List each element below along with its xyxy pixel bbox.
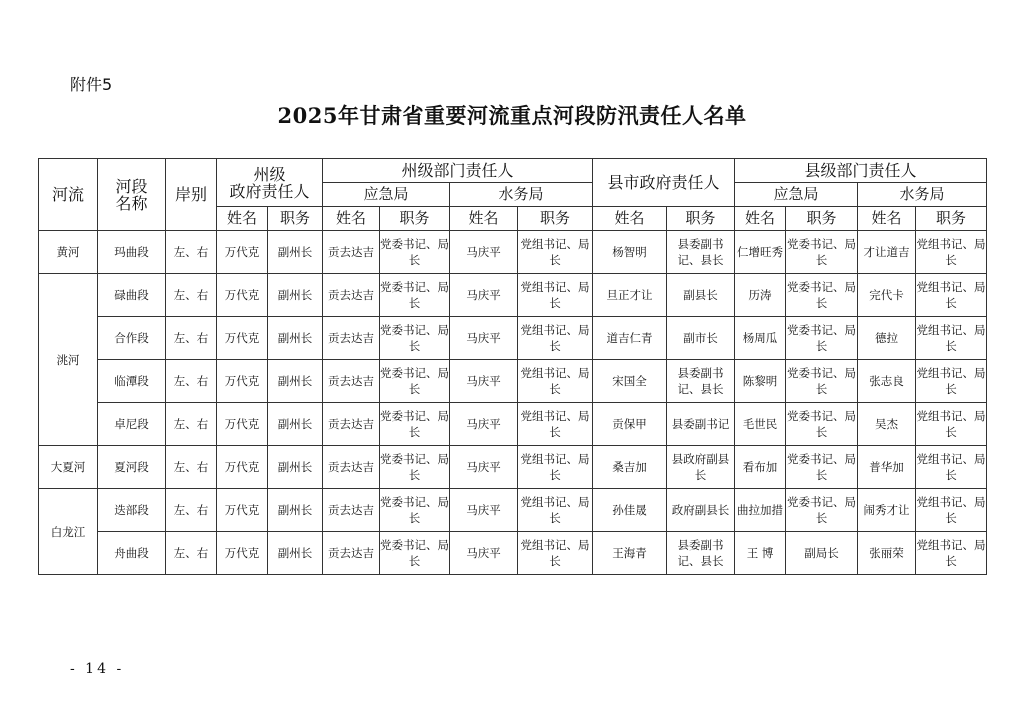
- header-prefecture-dept: 州级部门责任人: [323, 159, 593, 183]
- header-name: 姓名: [323, 207, 380, 231]
- cell-bank: 左、右: [166, 317, 217, 360]
- cell-ce-pos: 党委书记、局长: [786, 403, 858, 446]
- header-name: 姓名: [593, 207, 667, 231]
- cell-pref-name: 万代克: [217, 274, 268, 317]
- cell-cg-name: 宋国全: [593, 360, 667, 403]
- cell-bank: 左、右: [166, 231, 217, 274]
- cell-pref-name: 万代克: [217, 532, 268, 575]
- header-position: 职务: [268, 207, 323, 231]
- cell-pe-pos: 党委书记、局长: [380, 231, 450, 274]
- cell-ce-pos: 党委书记、局长: [786, 274, 858, 317]
- cell-cw-name: 闹秀才让: [858, 489, 916, 532]
- cell-cg-name: 杨智明: [593, 231, 667, 274]
- header-section: [98, 159, 166, 231]
- cell-bank: 左、右: [166, 403, 217, 446]
- cell-cw-pos: 党组书记、局长: [916, 231, 987, 274]
- table-row: [39, 231, 987, 274]
- cell-section: 合作段: [98, 317, 166, 360]
- cell-pref-pos: 副州长: [268, 274, 323, 317]
- cell-pw-name: 马庆平: [450, 403, 518, 446]
- cell-cw-pos: 党组书记、局长: [916, 360, 987, 403]
- cell-pref-name: 万代克: [217, 403, 268, 446]
- cell-cg-pos: 县委副书记、县长: [667, 231, 735, 274]
- cell-cw-pos: 党组书记、局长: [916, 489, 987, 532]
- page-number: - 14 -: [70, 661, 125, 677]
- cell-ce-name: 仁增旺秀: [735, 231, 786, 274]
- cell-pw-pos: 党组书记、局长: [518, 360, 593, 403]
- cell-bank: 左、右: [166, 489, 217, 532]
- cell-pw-pos: 党组书记、局长: [518, 317, 593, 360]
- cell-pref-name: 万代克: [217, 489, 268, 532]
- header-section-text: 河段 名称: [115, 176, 148, 213]
- header-name: 姓名: [735, 207, 786, 231]
- cell-section: 舟曲段: [98, 532, 166, 575]
- cell-bank: 左、右: [166, 274, 217, 317]
- cell-river: 黄河: [39, 231, 98, 274]
- cell-pw-name: 马庆平: [450, 489, 518, 532]
- header-position: 职务: [518, 207, 593, 231]
- cell-pw-name: 马庆平: [450, 360, 518, 403]
- cell-cg-pos: 政府副县长: [667, 489, 735, 532]
- cell-pe-name: 贡去达吉: [323, 489, 380, 532]
- cell-pref-name: 万代克: [217, 360, 268, 403]
- cell-ce-name: 曲拉加措: [735, 489, 786, 532]
- cell-pref-name: 万代克: [217, 231, 268, 274]
- cell-cg-pos: 县委副书记、县长: [667, 360, 735, 403]
- cell-pe-pos: 党委书记、局长: [380, 489, 450, 532]
- header-name: 姓名: [217, 207, 268, 231]
- header-county-dept: 县级部门责任人: [735, 159, 987, 183]
- table-row: [39, 446, 987, 489]
- cell-cg-pos: 县委副书记、县长: [667, 532, 735, 575]
- header-county-emergency: 应急局: [735, 183, 858, 207]
- attachment-label: 附件5: [70, 75, 113, 94]
- header-bank: 岸别: [166, 159, 217, 231]
- cell-section: 临潭段: [98, 360, 166, 403]
- cell-cg-pos: 副市长: [667, 317, 735, 360]
- cell-cw-name: 张志良: [858, 360, 916, 403]
- cell-pe-pos: 党委书记、局长: [380, 274, 450, 317]
- cell-cg-pos: 县政府副县长: [667, 446, 735, 489]
- cell-cw-pos: 党组书记、局长: [916, 317, 987, 360]
- cell-pe-name: 贡去达吉: [323, 403, 380, 446]
- cell-pe-name: 贡去达吉: [323, 317, 380, 360]
- header-position: 职务: [380, 207, 450, 231]
- cell-pw-pos: 党组书记、局长: [518, 403, 593, 446]
- cell-cw-pos: 党组书记、局长: [916, 274, 987, 317]
- cell-section: 碌曲段: [98, 274, 166, 317]
- cell-pe-name: 贡去达吉: [323, 274, 380, 317]
- cell-ce-name: 历涛: [735, 274, 786, 317]
- cell-cw-name: 德拉: [858, 317, 916, 360]
- cell-ce-name: 杨周瓜: [735, 317, 786, 360]
- cell-river: 洮河: [39, 274, 98, 446]
- cell-ce-name: 陈黎明: [735, 360, 786, 403]
- cell-pref-pos: 副州长: [268, 489, 323, 532]
- cell-bank: 左、右: [166, 360, 217, 403]
- cell-cw-pos: 党组书记、局长: [916, 403, 987, 446]
- cell-cw-pos: 党组书记、局长: [916, 532, 987, 575]
- header-pref-emergency: 应急局: [323, 183, 450, 207]
- cell-bank: 左、右: [166, 446, 217, 489]
- cell-pe-name: 贡去达吉: [323, 446, 380, 489]
- header-position: 职务: [916, 207, 987, 231]
- cell-pref-pos: 副州长: [268, 446, 323, 489]
- table-row: [39, 317, 987, 360]
- cell-ce-pos: 党委书记、局长: [786, 446, 858, 489]
- cell-section: 迭部段: [98, 489, 166, 532]
- cell-pref-pos: 副州长: [268, 360, 323, 403]
- cell-ce-pos: 党委书记、局长: [786, 360, 858, 403]
- header-name: 姓名: [858, 207, 916, 231]
- table-row: [39, 489, 987, 532]
- cell-ce-pos: 党委书记、局长: [786, 317, 858, 360]
- cell-cw-name: 普华加: [858, 446, 916, 489]
- cell-ce-pos: 副局长: [786, 532, 858, 575]
- cell-pe-pos: 党委书记、局长: [380, 446, 450, 489]
- cell-section: 卓尼段: [98, 403, 166, 446]
- cell-cw-pos: 党组书记、局长: [916, 446, 987, 489]
- flood-control-roster-table: [38, 158, 987, 575]
- cell-pw-pos: 党组书记、局长: [518, 274, 593, 317]
- cell-cw-name: 吴杰: [858, 403, 916, 446]
- cell-pref-pos: 副州长: [268, 231, 323, 274]
- header-prefecture-gov-text: 州级 政府责任人: [229, 164, 310, 201]
- cell-cg-pos: 县委副书记: [667, 403, 735, 446]
- table-row: [39, 274, 987, 317]
- cell-cw-name: 张丽荣: [858, 532, 916, 575]
- cell-pw-pos: 党组书记、局长: [518, 532, 593, 575]
- header-county-water: 水务局: [858, 183, 987, 207]
- cell-pw-name: 马庆平: [450, 446, 518, 489]
- cell-cg-name: 王海青: [593, 532, 667, 575]
- table-row: [39, 360, 987, 403]
- cell-pe-pos: 党委书记、局长: [380, 317, 450, 360]
- cell-pw-name: 马庆平: [450, 532, 518, 575]
- cell-ce-name: 毛世民: [735, 403, 786, 446]
- cell-section: 玛曲段: [98, 231, 166, 274]
- cell-ce-name: 看布加: [735, 446, 786, 489]
- cell-cw-name: 才让道吉: [858, 231, 916, 274]
- header-pref-water: 水务局: [450, 183, 593, 207]
- cell-pref-name: 万代克: [217, 446, 268, 489]
- cell-pw-pos: 党组书记、局长: [518, 489, 593, 532]
- cell-pref-pos: 副州长: [268, 532, 323, 575]
- cell-ce-name: 王 博: [735, 532, 786, 575]
- header-position: 职务: [786, 207, 858, 231]
- cell-pe-pos: 党委书记、局长: [380, 360, 450, 403]
- cell-river: 大夏河: [39, 446, 98, 489]
- cell-cg-name: 桑吉加: [593, 446, 667, 489]
- cell-bank: 左、右: [166, 532, 217, 575]
- header-river: 河流: [39, 159, 98, 231]
- cell-pe-name: 贡去达吉: [323, 532, 380, 575]
- cell-river: 白龙江: [39, 489, 98, 575]
- cell-pref-name: 万代克: [217, 317, 268, 360]
- cell-pe-name: 贡去达吉: [323, 360, 380, 403]
- header-prefecture-gov: [217, 159, 323, 207]
- cell-cg-name: 孙佳晟: [593, 489, 667, 532]
- cell-ce-pos: 党委书记、局长: [786, 231, 858, 274]
- cell-cg-name: 贡保甲: [593, 403, 667, 446]
- table-row: [39, 403, 987, 446]
- cell-cg-pos: 副县长: [667, 274, 735, 317]
- cell-pw-name: 马庆平: [450, 231, 518, 274]
- cell-cw-name: 完代卡: [858, 274, 916, 317]
- cell-pw-pos: 党组书记、局长: [518, 231, 593, 274]
- cell-cg-name: 道吉仁青: [593, 317, 667, 360]
- header-name: 姓名: [450, 207, 518, 231]
- cell-pref-pos: 副州长: [268, 403, 323, 446]
- cell-pe-pos: 党委书记、局长: [380, 403, 450, 446]
- header-position: 职务: [667, 207, 735, 231]
- cell-pe-pos: 党委书记、局长: [380, 532, 450, 575]
- cell-ce-pos: 党委书记、局长: [786, 489, 858, 532]
- cell-pref-pos: 副州长: [268, 317, 323, 360]
- cell-cg-name: 旦正才让: [593, 274, 667, 317]
- header-county-gov: 县市政府责任人: [593, 159, 735, 207]
- document-title: 2025年甘肃省重要河流重点河段防汛责任人名单: [277, 103, 747, 128]
- cell-pw-name: 马庆平: [450, 274, 518, 317]
- cell-pe-name: 贡去达吉: [323, 231, 380, 274]
- cell-section: 夏河段: [98, 446, 166, 489]
- table-row: [39, 532, 987, 575]
- cell-pw-name: 马庆平: [450, 317, 518, 360]
- cell-pw-pos: 党组书记、局长: [518, 446, 593, 489]
